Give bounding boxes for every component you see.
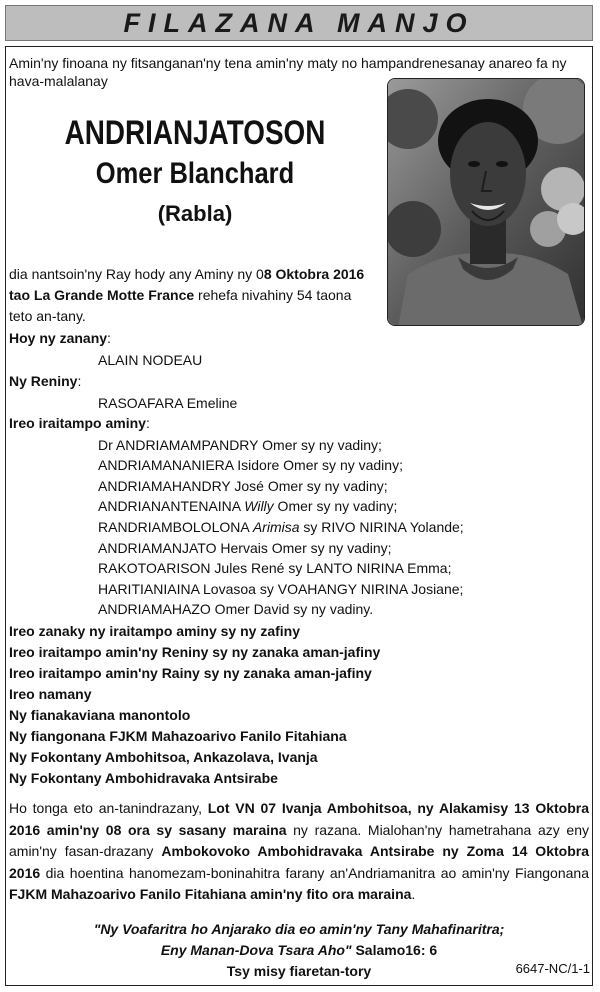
sibling-text: ANDRIAMANJATO Hervais Omer sy ny vadiny; xyxy=(98,540,392,556)
mother-label: Ny Reniny xyxy=(9,373,78,389)
mother-sep: : xyxy=(77,373,82,389)
relatives-item: Ny fianakaviana manontolo xyxy=(9,707,191,723)
deceased-firstname: Omer Blanchard xyxy=(95,157,295,190)
sibling-text: ANDRIAMAHAZO Omer David sy ny vadiny. xyxy=(98,601,374,617)
relatives-item: Ireo namany xyxy=(9,686,92,702)
funeral-text: . xyxy=(411,886,416,902)
funeral-arrival-details: Lot VN 07 Ivanja Ambohitsoa, ny Alakamisy 13 Oktobra 2016 amin'ny 08 ora sy sasany maraina xyxy=(9,800,590,838)
death-date: 8 Oktobra 2016 xyxy=(263,266,365,282)
sibling-item xyxy=(98,497,397,515)
death-text: dia nantsoin'ny Ray hody any Aminy ny 0 xyxy=(9,266,264,282)
relatives-item: Ireo iraitampo amin'ny Reniny sy ny zanaka aman-jafiny xyxy=(9,644,381,660)
funeral-text: Ho tonga eto an-tanindrazany, xyxy=(9,800,208,816)
funeral-church-details: FJKM Mahazoarivo Fanilo Fitahiana amin'ny fito ora maraina xyxy=(9,886,412,902)
siblings-label: Ireo iraitampo aminy xyxy=(9,415,146,431)
verse-reference: Salamo16: 6 xyxy=(351,942,438,958)
notice-header xyxy=(5,5,593,41)
sibling-text: RAKOTOARISON Jules René sy LANTO NIRINA Emma; xyxy=(98,560,452,576)
relatives-item: Ny Fokontany Ambohitsoa, Ankazolava, Ivanja xyxy=(9,749,318,765)
intro-text: Amin'ny finoana ny fitsanganan'ny tena amin'ny maty no hampandrenesanay anareo fa ny hava-malalanay xyxy=(9,55,567,89)
deceased-surname: ANDRIANJATOSON xyxy=(64,114,326,152)
death-line-1 xyxy=(9,265,364,283)
closing-line: Tsy misy fiaretan-tory xyxy=(226,963,372,979)
sibling-item xyxy=(98,600,373,618)
spouse-label-line xyxy=(9,329,111,347)
death-age: rehefa nivahiny 54 taona xyxy=(194,287,352,303)
spouse-label: Hoy ny zanany xyxy=(9,330,108,346)
ad-reference: 6647-NC/1-1 xyxy=(515,961,590,976)
verse-line-2 xyxy=(9,940,589,961)
verse-line-1: "Ny Voafaritra ho Anjarako dia eo amin'ny Tany Mahafinaritra; xyxy=(93,921,505,937)
sibling-item xyxy=(98,518,464,536)
death-place: tao La Grande Motte France xyxy=(9,287,195,303)
header-title: FILAZANA MANJO xyxy=(123,7,475,38)
sibling-item xyxy=(98,559,451,577)
sibling-item xyxy=(98,580,463,598)
sibling-text-italic: Willy xyxy=(244,498,274,514)
siblings-sep: : xyxy=(145,415,150,431)
bible-verse xyxy=(9,919,589,982)
sibling-text-rest: Omer sy ny vadiny; xyxy=(273,498,398,514)
death-line-2 xyxy=(9,286,351,304)
relatives-item: Ny Fokontany Ambohidravaka Antsirabe xyxy=(9,770,278,786)
funeral-text: dia hoentina hanomezam-boninahitra farany an'Andriamanitra ao amin'ny Fiangonana xyxy=(40,864,589,881)
sibling-item xyxy=(98,456,403,474)
sibling-item xyxy=(98,477,388,495)
sibling-text-italic: Arimisa xyxy=(252,519,300,535)
funeral-paragraph xyxy=(9,798,589,906)
sibling-text: ANDRIANANTENAINA xyxy=(98,498,245,514)
relatives-item: Ny fiangonana FJKM Mahazoarivo Fanilo Fitahiana xyxy=(9,728,347,744)
sibling-text-rest: sy RIVO NIRINA Yolande; xyxy=(299,519,464,535)
verse-line-2-text: Eny Manan-Dova Tsara Aho" xyxy=(160,942,352,958)
sibling-text: RANDRIAMBOLOLONA xyxy=(98,519,253,535)
relatives-item: Ireo iraitampo amin'ny Rainy sy ny zanaka aman-jafiny xyxy=(9,665,372,681)
death-line-3: teto an-tany. xyxy=(9,308,86,324)
spouse-sep: : xyxy=(107,330,111,346)
mother-label-line xyxy=(9,372,81,390)
deceased-name-block xyxy=(10,114,380,228)
sibling-text: ANDRIAMANANIERA Isidore Omer sy ny vadiny; xyxy=(98,457,403,473)
sibling-text: ANDRIAMAHANDRY José Omer sy ny vadiny; xyxy=(98,478,388,494)
sibling-item xyxy=(98,539,392,557)
funeral-text: ny razana. Mialohan'ny hametrahana azy eny amin'ny fasan-drazany xyxy=(9,821,589,859)
relatives-item: Ireo zanaky ny iraitampo aminy sy ny zafiny xyxy=(9,623,300,639)
sibling-item xyxy=(98,436,382,454)
portrait-photo xyxy=(387,78,585,326)
sibling-text: Dr ANDRIAMAMPANDRY Omer sy ny vadiny; xyxy=(98,437,382,453)
sibling-text: HARITIANIAINA Lovasoa sy VOAHANGY NIRINA Josiane; xyxy=(98,581,464,597)
mother-name: RASOAFARA Emeline xyxy=(98,395,238,411)
spouse-name: ALAIN NODEAU xyxy=(98,352,203,368)
siblings-label-line xyxy=(9,414,150,432)
funeral-burial-details: Ambokovoko Ambohidravaka Antsirabe ny Zoma 14 Oktobra 2016 xyxy=(9,843,589,881)
deceased-nickname: (Rabla) xyxy=(157,201,233,226)
